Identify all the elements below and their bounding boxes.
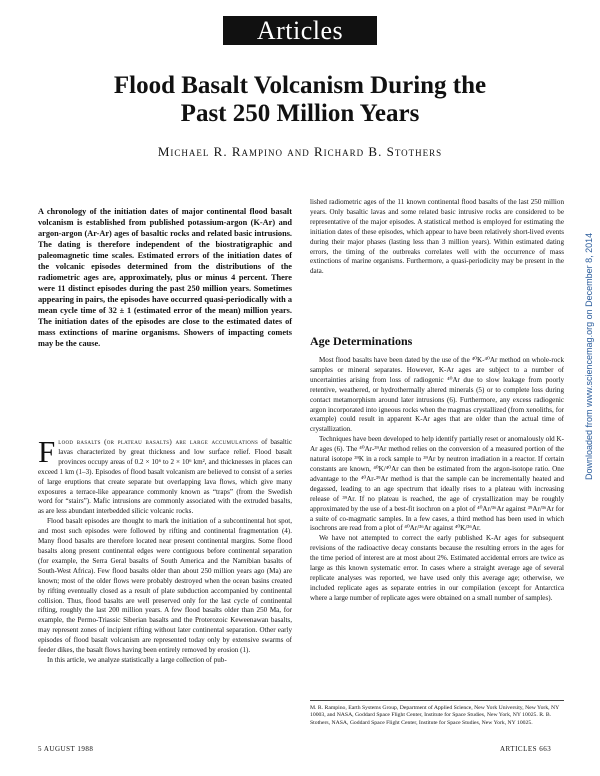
right-paragraph-3: Techniques have been developed to help identify partially reset or anomalously old K-Ar ages (6). The ⁴⁰Ar-³⁹Ar method relies on the conversion of a measured portion of the natural isotope ³⁹K in a rock sample to ³⁹Ar by neutron irradiation in a reactor. If certain constants are known, ⁴⁰K/⁴⁰Ar can then be estimated from the argon-isotope ratio. One advantage to the ⁴⁰Ar-³⁹Ar method is that the sample can be incrementally heated and degassed, leading to an age spectrum that ideally rises to a plateau with increasing release of ³⁹Ar. If no plateau is reached, the age of crystallization may be roughly approximated by the use of a best-fit isochron on a plot of ⁴⁰Ar/³⁶Ar against ³⁹Ar/³⁶Ar for a suite of co-magmatic samples. In a few cases, a third method has been used in which isochrons are read from a plot of ⁴⁰Ar/³⁶Ar against ⁴⁰K/³⁶Ar.	[310, 435, 564, 533]
author-affiliations: M. R. Rampino, Earth Systems Group, Department of Applied Science, New York University, New York, NY 10003, and NASA, Goddard Space Flight Center, Institute for Space Studies, New York, NY 10025. R. B. Stothers, NASA, Goddard Space Flight Center, Institute for Space Studies, New York, NY 10025.	[310, 700, 564, 727]
left-body-column	[38, 434, 292, 666]
body-paragraph-1-text: of basaltic lavas characterized by great thickness and low surface relief. Flood basalt provinces occupy areas of 0.2 × 10⁶ to 2 × 10⁶ km², and thicknesses in places can exceed 1 km (1–3). Episodes of flood basalt volcanism are believed to consist of a series of large eruptions that create separate but overlapping lava flows, which give many exposures a terrace-like appearance commonly known as “traps” (from the Swedish word for “stairs”). Mafic intrusions are commonly associated with the extruded basalts, as are less abundant interbedded silicic volcanic rocks.	[38, 438, 292, 516]
watermark-text[interactable]: Downloaded from www.sciencemag.org on December 8, 2014	[584, 232, 594, 480]
authors: Michael R. Rampino and Richard B. Stothers	[157, 144, 443, 159]
title-line-2: Past 250 Million Years	[180, 100, 420, 127]
section-heading: Age Determinations	[310, 334, 413, 348]
page-number: ARTICLES 663	[500, 745, 552, 753]
article-title	[60, 72, 540, 128]
body-paragraph-3: In this article, we analyze statistically a large collection of pub-	[47, 655, 227, 664]
right-paragraph-2: Most flood basalts have been dated by the use of the ⁴⁰K-⁴⁰Ar method on whole-rock samples or mineral separates. However, K-Ar ages are subject to a number of uncertainties arising from loss of radiogenic ⁴⁰Ar due to slow leakage from poorly retentive, weathered, or hydrothermally altered minerals (5) or to complete loss during contact metamorphism around later intrusions (6). Furthermore, any excess radiogenic argon incorporated into igneous rocks when the magmas crystallized (from xenoliths, for example) could result in apparent K-Ar ages that are older than the actual time of crystallization.	[310, 356, 564, 434]
drop-cap: F	[38, 434, 56, 469]
body-paragraph-1	[38, 434, 292, 517]
lead-in: lood basalts (or plateau basalts) are large accumulations	[58, 438, 259, 446]
right-body-column	[310, 356, 564, 604]
body-paragraph-2: Flood basalt episodes are thought to mark the initiation of a subcontinental hot spot, and most such episodes were followed by rifting and continental fragmentation (4). Many flood basalts are therefore located near present continental margins. Some flood basalts along present continental edges were contiguous before continental separation (for example, the Serra Geral basalts of South America and the Namibian basalts of South-West Africa). Few flood basalts older than about 250 million years ago (Ma) are known; most of the older flows were probably destroyed when the ocean basins created by rifting eventually closed as a result of plate subduction accompanied by continental collision. Thus, flood basalts are well preserved only for the last cycle of continental rifting, roughly the last 200 million years. A few flood basalts older than 250 Ma, for example, the Permo-Triassic Siberian basalts and the Proterozoic Keweenawan basalts, may represent zones of incipient rifting without later continental separation. Other early episodes of flood basalt volcanism are represented today only by extensive swarms of feeder dikes, the basalt flows having been entirely removed by erosion (1).	[38, 517, 292, 655]
issue-date: 5 AUGUST 1988	[38, 745, 94, 753]
right-paragraph-4: We have not attempted to correct the early published K-Ar ages for subsequent revisions of the radioactive decay constants because the resulting errors in the ages for the time period of interest are at most about 2%. Estimated accidental errors are twice as large as this known systematic error. In cases where a straight average age of several replicate analyses was reported, we have used only this average age; otherwise, we included replicate ages as separate entries in our compilation (except for Antarctica where a large number of replicate ages were obtained on a small number of samples).	[310, 534, 564, 602]
abstract: A chronology of the initiation dates of major continental flood basalt volcanism is established from published potassium-argon (K-Ar) and argon-argon (Ar-Ar) ages of basaltic rocks and related basic intrusions. The dating is therefore independent of the biostratigraphic and paleomagnetic time scales. Estimated errors of the initiation dates of the volcanic episodes determined from the distributions of the radiometric ages are, approximately, plus or minus 4 percent. There were 11 distinct episodes during the past 250 million years. Sometimes appearing in pairs, the episodes have occurred quasi-periodically with a mean cycle time of 32 ± 1 (estimated error of the mean) million years. The initiation dates of the episodes are close to the estimated dates of mass extinctions of marine organisms. Showers of impacting comets may be the cause.	[38, 207, 292, 348]
title-line-1: Flood Basalt Volcanism During the	[113, 72, 487, 99]
right-intro-column	[310, 198, 564, 277]
right-paragraph-1: lished radiometric ages of the 11 known continental flood basalts of the last 250 million years. Only basaltic lavas and some related basic intrusive rocks are considered to be representative of the major episodes. A statistical method is employed for estimating the initiation dates of these episodes, which appear to have been relatively short-lived events during their major phases (lasting less than 3 million years). Within estimated dating errors, the timing of the outbreaks correlates well with the occurrence of mass extinctions of marine organisms. Furthermore, a quasi-periodicity may be present in the data.	[310, 198, 564, 276]
section-banner: Articles	[223, 16, 377, 45]
